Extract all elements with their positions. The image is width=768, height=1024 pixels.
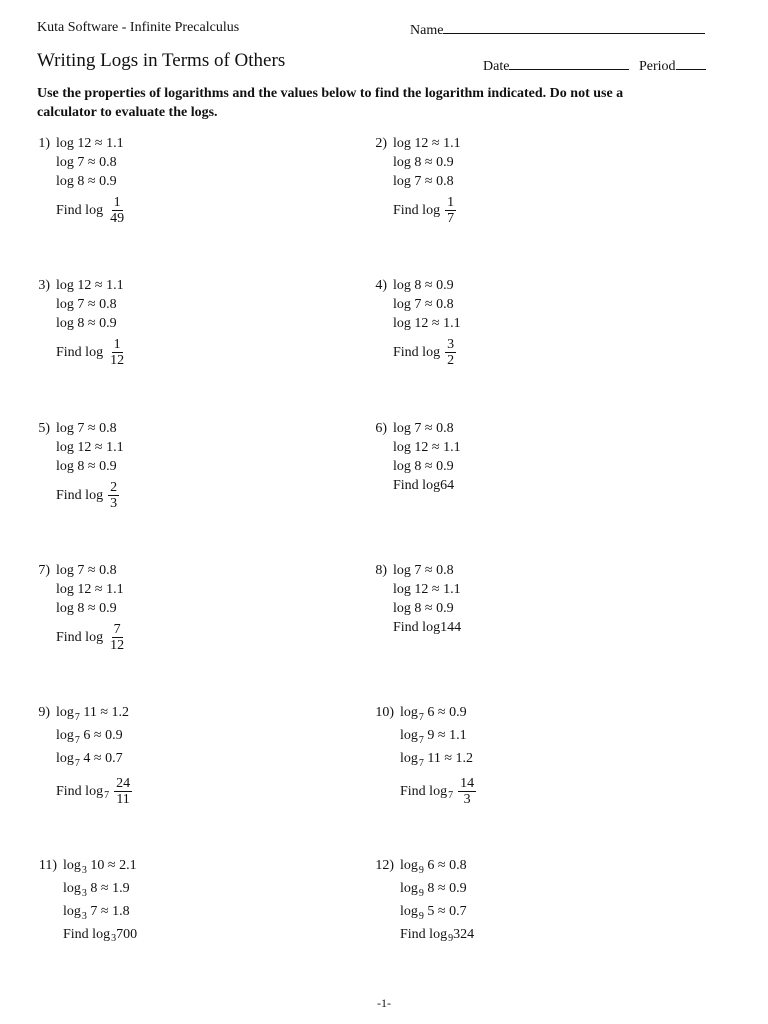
fraction-numerator: 1	[447, 195, 455, 210]
log-base: 7	[74, 758, 80, 769]
log-base: 9	[418, 865, 424, 876]
log-base: 7	[418, 735, 424, 746]
problem-number: 4)	[375, 278, 387, 293]
given-value	[393, 457, 461, 476]
given-expression: 6 ≈ 0.9	[423, 705, 467, 720]
problem-4	[375, 276, 461, 368]
find-prompt	[393, 476, 461, 495]
find-label: Find log	[56, 784, 104, 799]
given-value	[393, 599, 461, 618]
fraction	[114, 776, 132, 807]
problem-number: 8)	[375, 563, 387, 578]
given-value	[56, 314, 126, 333]
fraction	[108, 622, 126, 653]
given-value	[56, 419, 124, 438]
find-prompt	[400, 776, 476, 807]
period-blank	[676, 56, 706, 70]
log-word: log	[393, 136, 411, 151]
fraction-numerator: 1	[113, 195, 121, 210]
find-label: Find log	[393, 620, 441, 635]
given-value	[393, 295, 461, 314]
log-base: 7	[74, 735, 80, 746]
problem-11	[38, 856, 138, 944]
given-expression: 10 ≈ 2.1	[86, 858, 137, 873]
find-base: 9	[448, 933, 454, 944]
problem-5	[38, 419, 124, 511]
fraction-denominator: 2	[447, 353, 455, 368]
log-word: log	[63, 858, 81, 873]
given-value	[63, 902, 137, 925]
find-label: Find log	[63, 927, 111, 942]
log-word: log	[56, 136, 74, 151]
find-label: Find log	[393, 478, 441, 493]
problem-7	[38, 561, 126, 653]
fraction	[108, 480, 119, 511]
log-word: log	[56, 459, 74, 474]
log-word: log	[63, 904, 81, 919]
log-word: log	[393, 297, 411, 312]
fraction-denominator: 7	[447, 211, 455, 226]
given-expression: 7 ≈ 0.8	[73, 297, 117, 312]
given-expression: 7 ≈ 0.8	[73, 155, 117, 170]
fraction-denominator: 3	[110, 496, 118, 511]
find-label: Find log	[400, 927, 448, 942]
given-expression: 4 ≈ 0.7	[79, 751, 123, 766]
given-value	[393, 134, 461, 153]
given-expression: 12 ≈ 1.1	[73, 582, 124, 597]
find-prompt	[393, 618, 461, 637]
log-base: 7	[74, 712, 80, 723]
log-word: log	[400, 705, 418, 720]
problem-number: 2)	[375, 136, 387, 151]
given-value	[393, 438, 461, 457]
name-field	[410, 20, 705, 39]
fraction-numerator: 14	[460, 776, 475, 791]
given-value	[63, 856, 137, 879]
log-base: 7	[418, 712, 424, 723]
find-base: 7	[104, 790, 110, 801]
problem-3	[38, 276, 126, 368]
given-expression: 12 ≈ 1.1	[73, 440, 124, 455]
period-label: Period	[639, 59, 676, 74]
find-prompt	[393, 337, 461, 368]
given-expression: 5 ≈ 0.7	[423, 904, 467, 919]
fraction-numerator: 2	[110, 480, 118, 495]
given-expression: 12 ≈ 1.1	[410, 136, 461, 151]
given-value	[56, 295, 126, 314]
find-argument: 144	[440, 620, 462, 635]
given-value	[56, 172, 126, 191]
fraction-denominator: 12	[110, 638, 125, 653]
given-value	[56, 561, 126, 580]
given-expression: 8 ≈ 0.9	[410, 459, 454, 474]
find-label: Find log	[56, 345, 104, 360]
problem-number: 6)	[375, 421, 387, 436]
problem-9	[38, 703, 132, 807]
find-prompt	[56, 195, 126, 226]
page-number: -1-	[377, 996, 391, 1010]
given-value	[400, 879, 474, 902]
log-word: log	[56, 751, 74, 766]
given-value	[56, 134, 126, 153]
find-base: 3	[111, 933, 117, 944]
given-expression: 8 ≈ 0.9	[73, 459, 117, 474]
find-label: Find log	[56, 488, 104, 503]
given-value	[393, 172, 461, 191]
problem-2	[375, 134, 461, 226]
given-expression: 8 ≈ 1.9	[86, 881, 130, 896]
given-value	[393, 561, 461, 580]
given-expression: 6 ≈ 0.8	[423, 858, 467, 873]
fraction-numerator: 24	[116, 776, 131, 791]
given-value	[393, 314, 461, 333]
log-word: log	[56, 728, 74, 743]
find-prompt	[63, 925, 137, 944]
given-expression: 8 ≈ 0.9	[73, 316, 117, 331]
name-label: Name	[410, 23, 444, 38]
problem-number: 3)	[38, 278, 50, 293]
given-value	[393, 153, 461, 172]
log-word: log	[56, 316, 74, 331]
find-prompt	[393, 195, 461, 226]
given-value	[400, 703, 476, 726]
problem-number: 1)	[38, 136, 50, 151]
log-word: log	[393, 278, 411, 293]
log-word: log	[400, 858, 418, 873]
find-label: Find log	[56, 630, 104, 645]
log-word: log	[393, 174, 411, 189]
log-base: 3	[81, 911, 87, 922]
log-word: log	[56, 563, 74, 578]
given-expression: 12 ≈ 1.1	[410, 582, 461, 597]
fraction-denominator: 3	[463, 792, 471, 807]
log-word: log	[393, 421, 411, 436]
date-field	[483, 56, 629, 75]
problem-6	[375, 419, 461, 495]
fraction-numerator: 3	[447, 337, 455, 352]
find-prompt	[56, 337, 126, 368]
given-value	[56, 457, 124, 476]
period-field	[639, 56, 706, 75]
fraction	[458, 776, 476, 807]
problem-number: 5)	[38, 421, 50, 436]
given-value	[56, 726, 132, 749]
log-word: log	[56, 155, 74, 170]
given-expression: 12 ≈ 1.1	[73, 278, 124, 293]
log-word: log	[400, 751, 418, 766]
find-prompt	[400, 925, 474, 944]
worksheet-source: Kuta Software - Infinite Precalculus	[37, 20, 240, 35]
given-value	[393, 276, 461, 295]
given-expression: 8 ≈ 0.9	[410, 278, 454, 293]
fraction	[445, 337, 456, 368]
given-expression: 9 ≈ 1.1	[423, 728, 467, 743]
given-expression: 6 ≈ 0.9	[79, 728, 123, 743]
given-value	[400, 726, 476, 749]
given-value	[393, 580, 461, 599]
find-argument: 324	[453, 927, 475, 942]
log-base: 9	[418, 888, 424, 899]
log-base: 3	[81, 888, 87, 899]
log-word: log	[56, 582, 74, 597]
given-value	[56, 749, 132, 772]
log-word: log	[393, 155, 411, 170]
problem-number: 7)	[38, 563, 50, 578]
log-word: log	[56, 174, 74, 189]
given-value	[56, 276, 126, 295]
log-word: log	[393, 440, 411, 455]
fraction	[108, 195, 126, 226]
log-base: 7	[418, 758, 424, 769]
fraction-denominator: 11	[116, 792, 130, 807]
log-word: log	[393, 601, 411, 616]
page-title: Writing Logs in Terms of Others	[37, 50, 286, 71]
given-expression: 7 ≈ 0.8	[410, 174, 454, 189]
log-word: log	[56, 601, 74, 616]
log-word: log	[393, 582, 411, 597]
given-value	[56, 703, 132, 726]
log-base: 9	[418, 911, 424, 922]
find-label: Find log	[393, 345, 441, 360]
log-word: log	[56, 421, 74, 436]
given-value	[56, 580, 126, 599]
log-word: log	[400, 881, 418, 896]
problem-number: 10)	[375, 705, 394, 720]
find-argument: 64	[440, 478, 455, 493]
log-word: log	[400, 728, 418, 743]
log-word: log	[393, 563, 411, 578]
log-word: log	[56, 705, 74, 720]
fraction	[445, 195, 456, 226]
given-expression: 7 ≈ 0.8	[73, 563, 117, 578]
log-word: log	[63, 881, 81, 896]
problem-12	[375, 856, 475, 944]
log-base: 3	[81, 865, 87, 876]
find-prompt	[56, 622, 126, 653]
log-word: log	[393, 459, 411, 474]
given-expression: 7 ≈ 0.8	[410, 563, 454, 578]
log-word: log	[56, 297, 74, 312]
instructions: Use the properties of logarithms and the values below to find the logarithm indicated. Do not use a calculator to evaluate the logs.	[37, 86, 624, 120]
given-expression: 8 ≈ 0.9	[73, 601, 117, 616]
given-value	[56, 599, 126, 618]
given-expression: 7 ≈ 0.8	[410, 297, 454, 312]
find-label: Find log	[400, 784, 448, 799]
fraction-denominator: 12	[110, 353, 125, 368]
given-expression: 7 ≈ 0.8	[73, 421, 117, 436]
given-value	[400, 902, 474, 925]
given-value	[63, 879, 137, 902]
log-word: log	[393, 316, 411, 331]
given-expression: 7 ≈ 1.8	[86, 904, 130, 919]
problem-number: 12)	[375, 858, 394, 873]
name-blank	[443, 20, 705, 34]
find-base: 7	[448, 790, 454, 801]
given-value	[400, 856, 474, 879]
given-expression: 11 ≈ 1.2	[423, 751, 474, 766]
problem-8	[375, 561, 462, 637]
given-expression: 8 ≈ 0.9	[73, 174, 117, 189]
fraction-numerator: 1	[113, 337, 121, 352]
log-word: log	[400, 904, 418, 919]
find-label: Find log	[56, 203, 104, 218]
given-expression: 8 ≈ 0.9	[410, 601, 454, 616]
find-prompt	[56, 480, 124, 511]
find-prompt	[56, 776, 132, 807]
find-label: Find log	[393, 203, 441, 218]
find-argument: 700	[116, 927, 138, 942]
given-expression: 8 ≈ 0.9	[410, 155, 454, 170]
given-value	[56, 438, 124, 457]
date-label: Date	[483, 59, 510, 74]
fraction-numerator: 7	[113, 622, 121, 637]
given-value	[56, 153, 126, 172]
problem-number: 11)	[38, 858, 57, 873]
given-value	[393, 419, 461, 438]
given-expression: 11 ≈ 1.2	[79, 705, 130, 720]
log-word: log	[56, 278, 74, 293]
problem-1	[38, 134, 126, 226]
given-expression: 8 ≈ 0.9	[423, 881, 467, 896]
given-expression: 12 ≈ 1.1	[410, 316, 461, 331]
date-blank	[509, 56, 629, 70]
given-value	[400, 749, 476, 772]
problem-number: 9)	[38, 705, 50, 720]
given-expression: 7 ≈ 0.8	[410, 421, 454, 436]
given-expression: 12 ≈ 1.1	[73, 136, 124, 151]
fraction-denominator: 49	[110, 211, 125, 226]
log-word: log	[56, 440, 74, 455]
fraction	[108, 337, 126, 368]
problem-10	[375, 703, 476, 807]
given-expression: 12 ≈ 1.1	[410, 440, 461, 455]
